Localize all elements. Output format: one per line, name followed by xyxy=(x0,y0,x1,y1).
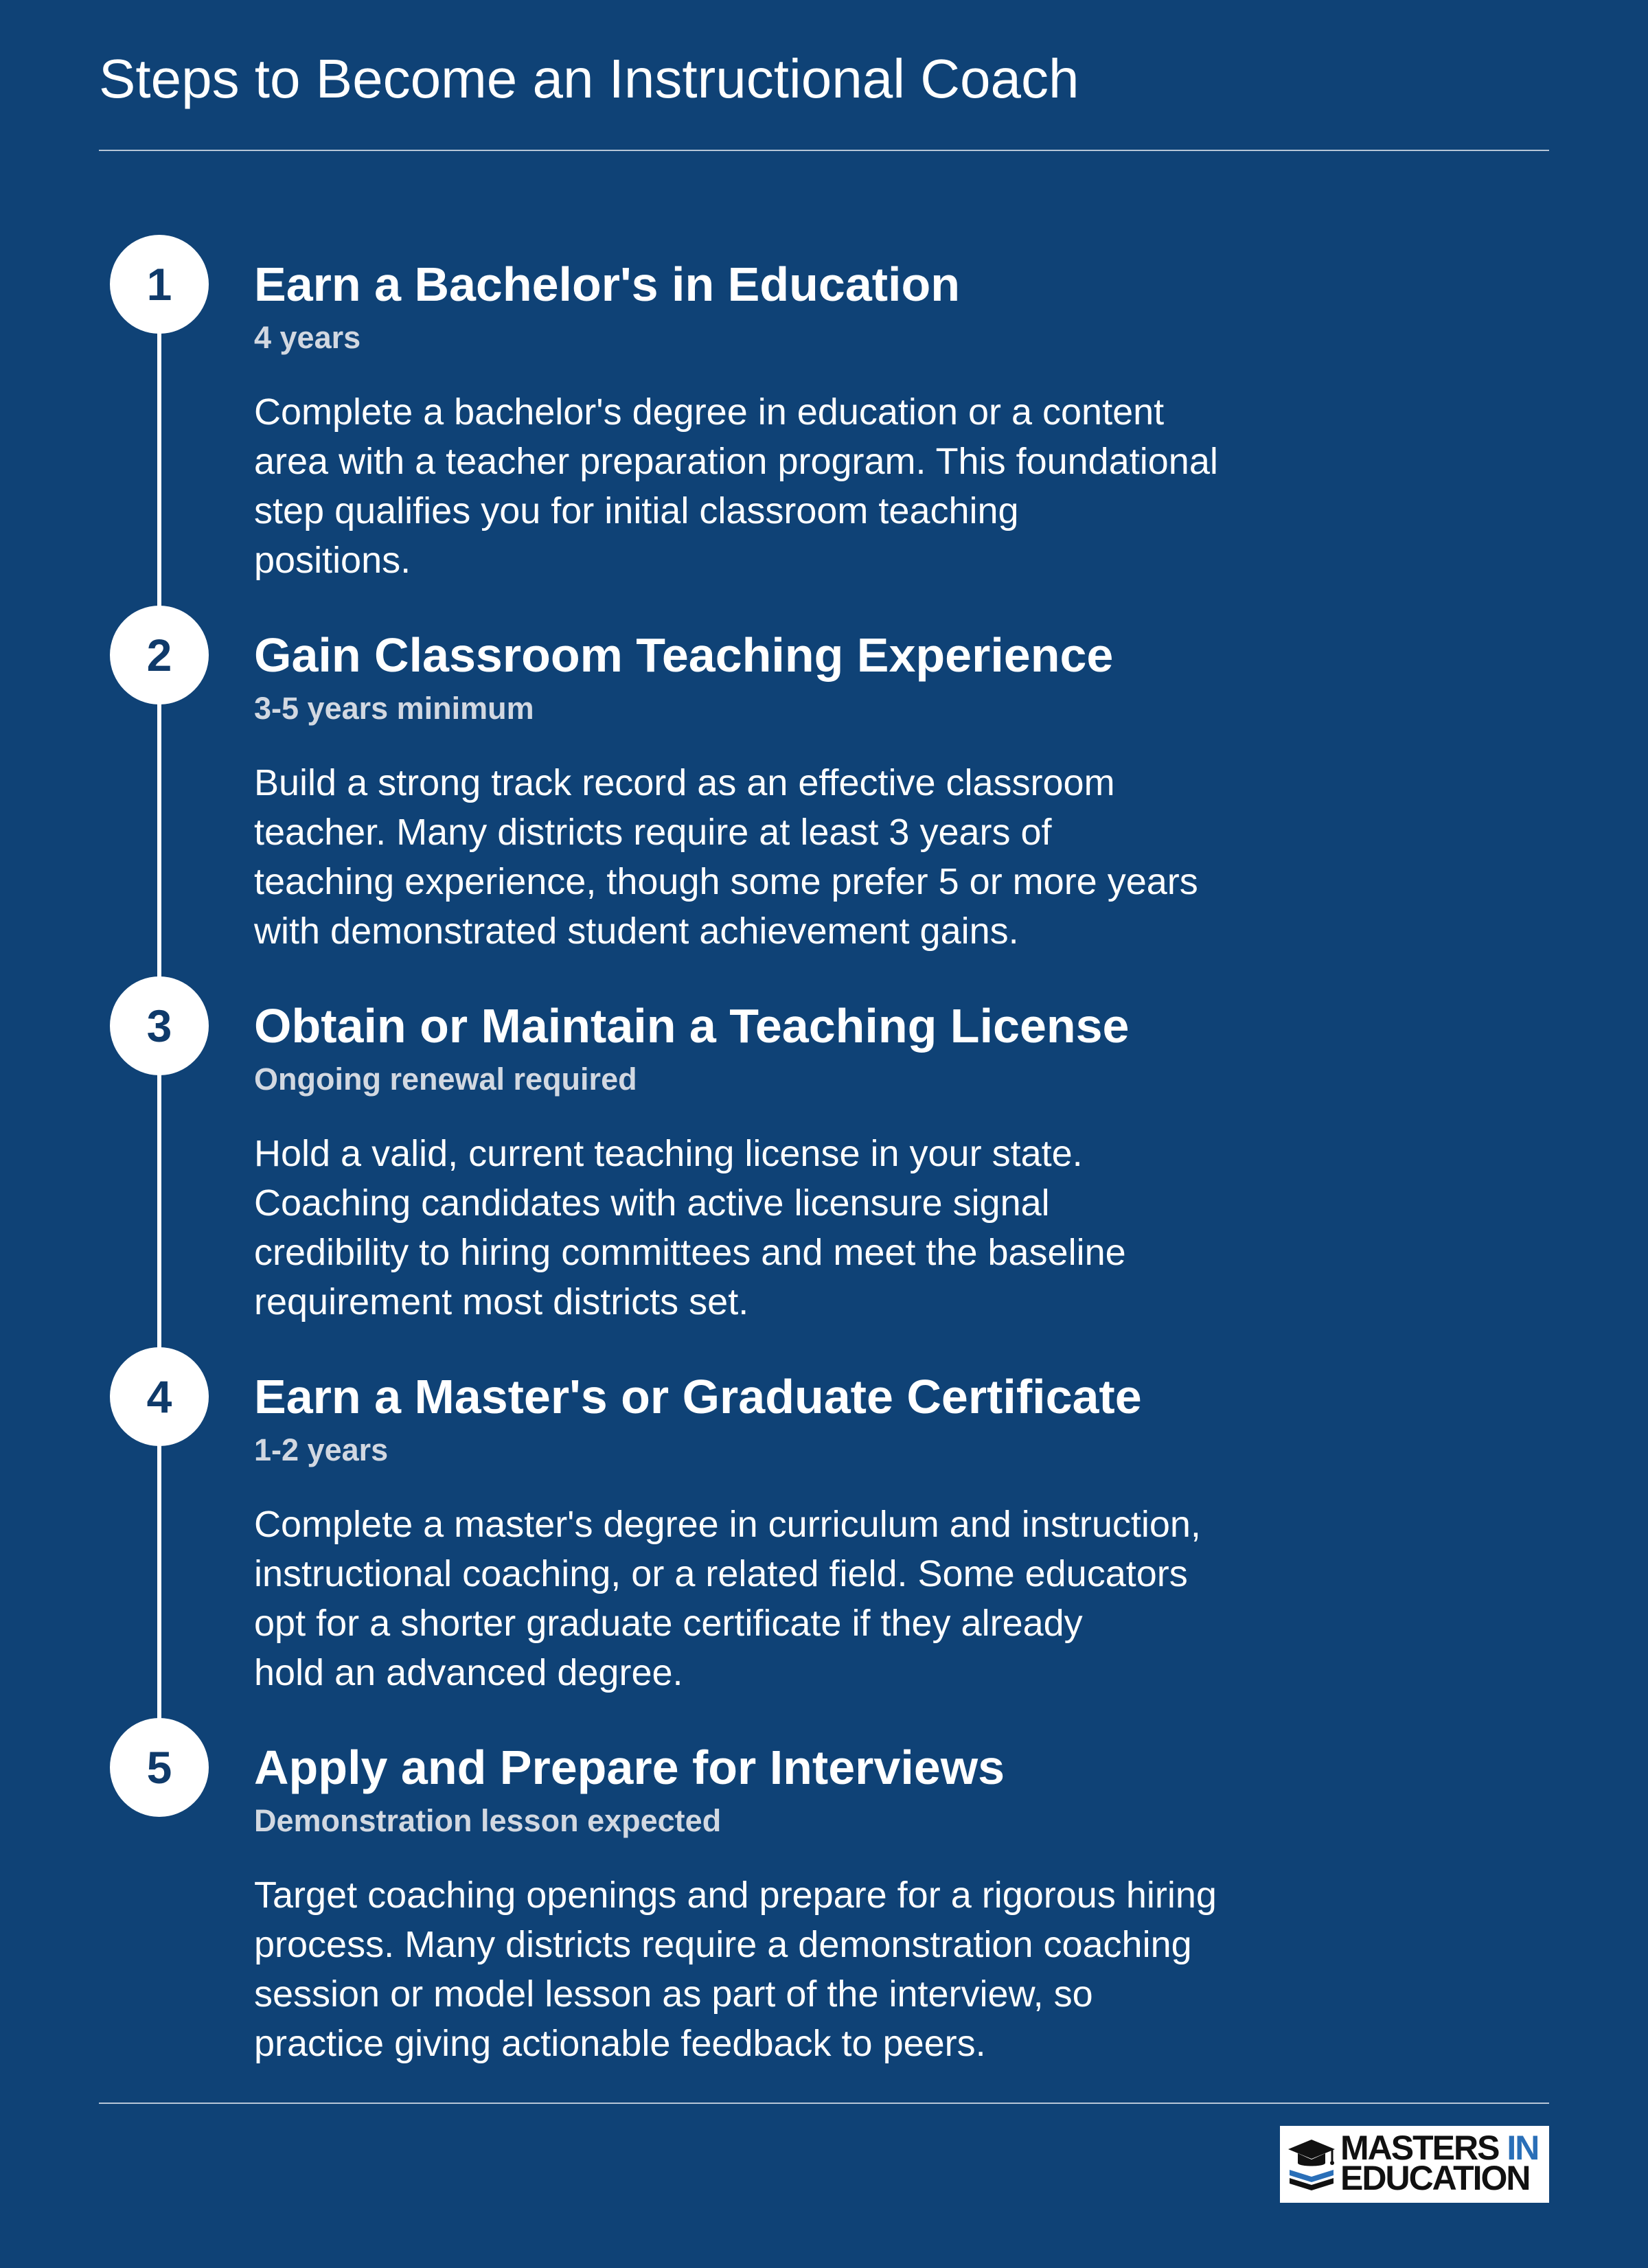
step-number-badge: 4 xyxy=(110,1347,209,1446)
bottom-divider xyxy=(99,2103,1549,2104)
description-line: Build a strong track record as an effective classroom xyxy=(254,762,1115,803)
step-description xyxy=(254,1500,1298,1697)
step-description xyxy=(254,758,1298,956)
step-number-badge: 5 xyxy=(110,1718,209,1817)
top-divider xyxy=(99,150,1549,151)
description-line: Coaching candidates with active licensure signal xyxy=(254,1182,1050,1224)
step-number-badge: 1 xyxy=(110,235,209,334)
description-line: hold an advanced degree. xyxy=(254,1652,683,1693)
step-duration: 3-5 years minimum xyxy=(254,691,534,726)
description-line: practice giving actionable feedback to peers. xyxy=(254,2023,986,2064)
description-line: requirement most districts set. xyxy=(254,1281,749,1322)
step-duration: Demonstration lesson expected xyxy=(254,1803,722,1838)
step-title: Obtain or Maintain a Teaching License xyxy=(254,999,1130,1053)
step-title: Earn a Master's or Graduate Certificate xyxy=(254,1370,1142,1423)
description-line: Complete a master's degree in curriculum and instruction, xyxy=(254,1504,1201,1545)
description-line: opt for a shorter graduate certificate if they already xyxy=(254,1603,1083,1644)
description-line: teaching experience, though some prefer 5 or more years xyxy=(254,861,1198,902)
description-line: Hold a valid, current teaching license in your state. xyxy=(254,1133,1083,1174)
description-line: step qualifies you for initial classroom teaching xyxy=(254,490,1019,531)
step-duration: 1-2 years xyxy=(254,1432,389,1467)
description-line: area with a teacher preparation program. This foundational xyxy=(254,441,1218,482)
description-line: instructional coaching, or a related field. Some educators xyxy=(254,1553,1188,1594)
masters-in-education-logo[interactable] xyxy=(1280,2126,1549,2203)
logo-word-education: EDUCATION xyxy=(1340,2159,1530,2197)
step-number-badge: 2 xyxy=(110,606,209,705)
description-line: process. Many districts require a demonstration coaching xyxy=(254,1924,1192,1965)
description-line: session or model lesson as part of the interview, so xyxy=(254,1973,1093,2015)
step-duration: Ongoing renewal required xyxy=(254,1062,637,1097)
step-title: Earn a Bachelor's in Education xyxy=(254,257,961,311)
logo-wordmark xyxy=(1340,2129,1539,2197)
step-title: Gain Classroom Teaching Experience xyxy=(254,628,1114,682)
logo-word-masters: MASTERS xyxy=(1340,2129,1499,2167)
description-line: Target coaching openings and prepare for a rigorous hiring xyxy=(254,1875,1217,1916)
description-line: teacher. Many districts require at least 3 years of xyxy=(254,812,1052,853)
step-number-badge: 3 xyxy=(110,976,209,1075)
page-title: Steps to Become an Instructional Coach xyxy=(99,48,1079,109)
description-line: Complete a bachelor's degree in education or a content xyxy=(254,391,1165,433)
description-line: positions. xyxy=(254,540,411,581)
step-duration: 4 years xyxy=(254,320,361,355)
description-line: credibility to hiring committees and meet the baseline xyxy=(254,1232,1126,1273)
step-description xyxy=(254,1870,1298,2068)
graduation-cap-book-icon xyxy=(1287,2137,1336,2192)
logo-word-in: IN xyxy=(1507,2129,1539,2167)
step-description xyxy=(254,387,1298,585)
description-line: with demonstrated student achievement gains. xyxy=(254,910,1019,952)
step-title: Apply and Prepare for Interviews xyxy=(254,1741,1005,1794)
step-description xyxy=(254,1129,1298,1327)
